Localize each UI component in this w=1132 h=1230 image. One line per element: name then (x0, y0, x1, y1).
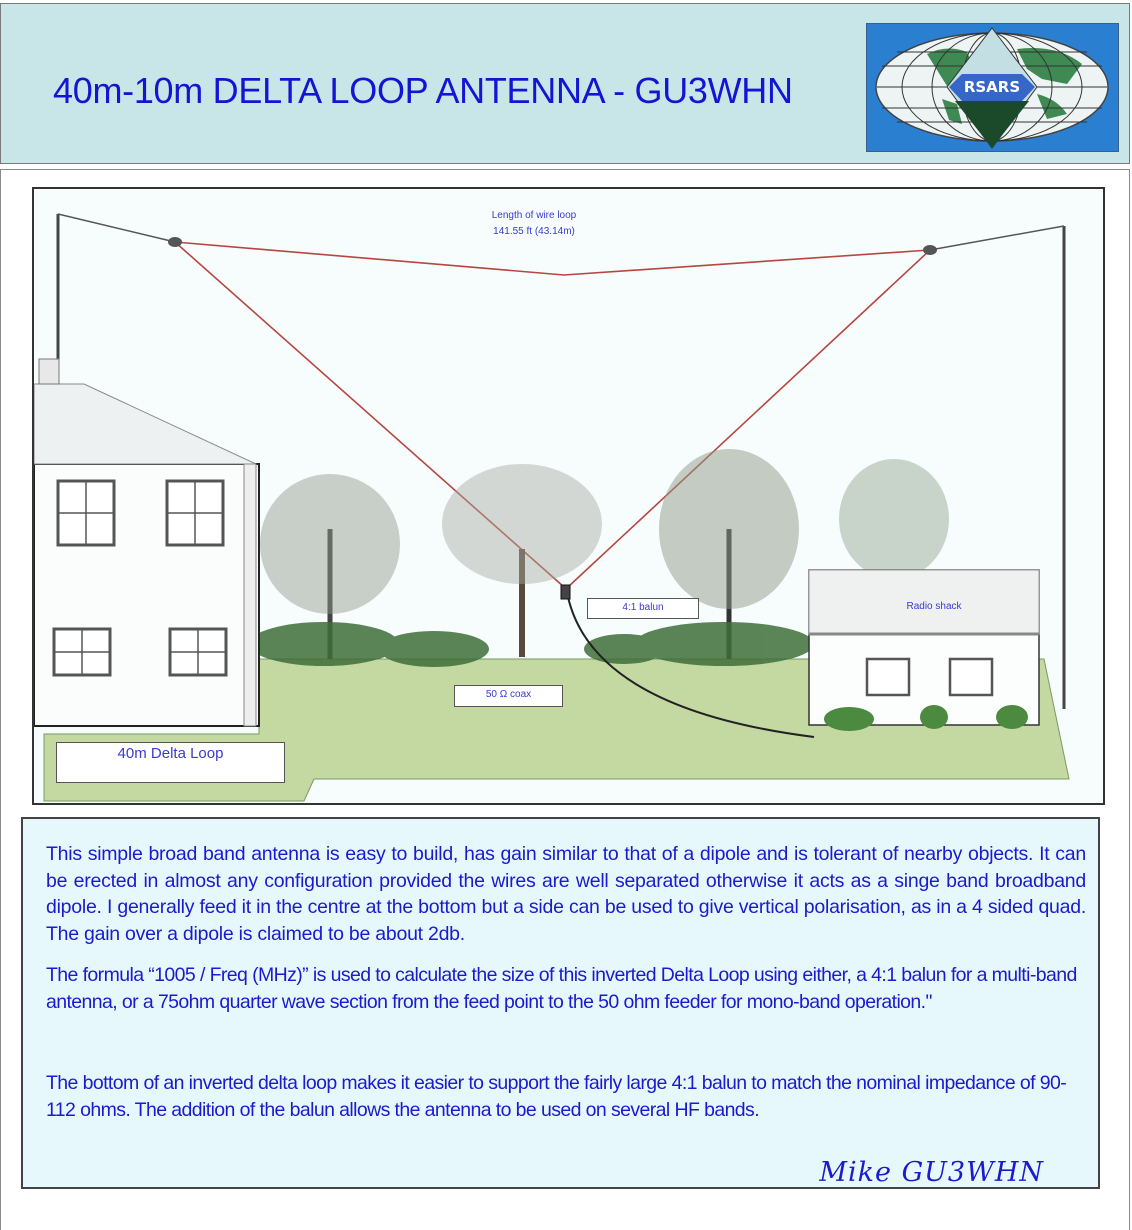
description-panel (21, 817, 1100, 1189)
wire-length-title: Length of wire loop (491, 210, 577, 221)
paragraph-intro: This simple broad band antenna is easy to build, has gain similar to that of a dipole and is tolerant of nearby objects. It can be erected in almost any configuration provided the wires are well separated otherwise it acts as a singe band broadband dipole. I generally feed it in the centre at the bottom but a side can be used to give vertical polarisation, as in a 4 sided quad. The gain over a dipole is claimed to be about 2db. (46, 843, 1086, 945)
author-signature: Mike GU3WHN (819, 1157, 1044, 1188)
coax-label: 50 Ω coax (454, 685, 563, 707)
radio-shack-icon (809, 570, 1039, 731)
antenna-diagram (32, 187, 1105, 805)
radio-shack-label: Radio shack (906, 601, 962, 612)
svg-text:RSARS: RSARS (963, 78, 1021, 96)
wire-length-value: 141.55 ft (43.14m) (493, 226, 575, 237)
page-title: 40m-10m DELTA LOOP ANTENNA - GU3WHN (53, 70, 793, 111)
globe-diamond-logo-icon (867, 24, 1118, 151)
paragraph-formula: The formula “1005 / Freq (MHz)” is used to calculate the size of this inverted Delta Loop using either, a 4:1 balun for a multi-band antenna, or a 75ohm quarter wave section from the feed point to the 50 ohm feeder for mono-band operation." (46, 964, 1077, 1013)
wire-length-label (454, 208, 614, 240)
diagram-caption: 40m Delta Loop (56, 742, 285, 783)
paragraph-balun: The bottom of an inverted delta loop makes it easier to support the fairly large 4:1 balun to match the nominal impedance of 90-112 ohms. The addition of the balun allows the antenna to be used on several HF bands. (46, 1072, 1067, 1121)
house-icon (34, 359, 259, 726)
balun-label: 4:1 balun (587, 598, 699, 619)
balun-icon (561, 585, 570, 599)
header-banner (0, 3, 1130, 164)
rsars-logo (866, 23, 1119, 152)
